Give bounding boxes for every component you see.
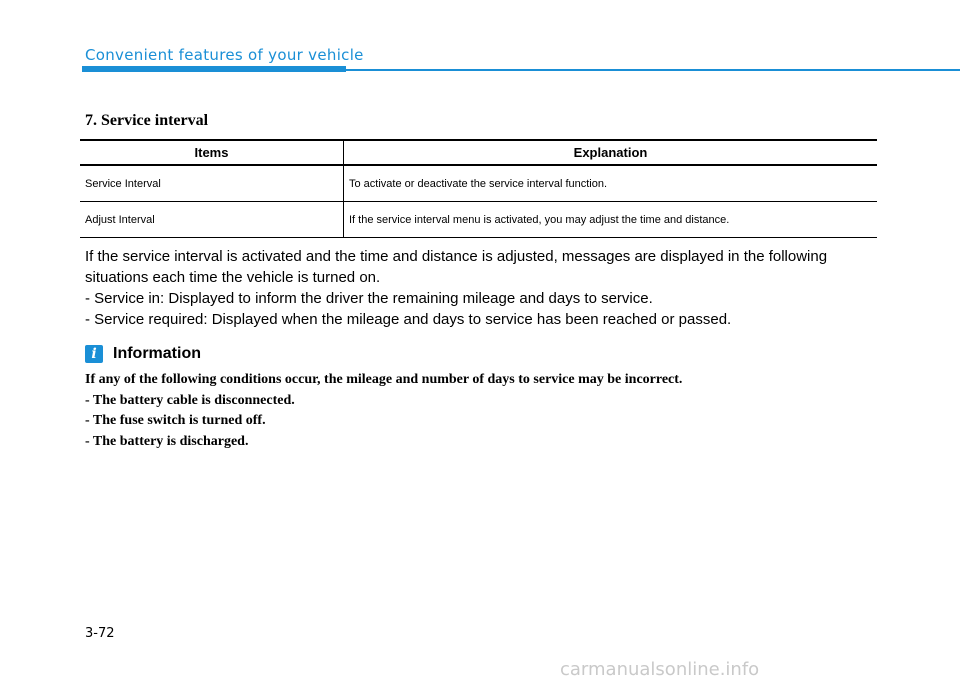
body-line: situations each time the vehicle is turned on. bbox=[85, 269, 381, 286]
watermark-text: carmanualsonline.info bbox=[560, 659, 760, 680]
settings-table bbox=[80, 139, 877, 238]
table-cell-item: Adjust Interval bbox=[80, 202, 344, 237]
page-number: 3-72 bbox=[85, 626, 115, 641]
table-row bbox=[80, 201, 877, 237]
header-accent-bar bbox=[82, 66, 346, 72]
body-line: - Service in: Displayed to inform the driver the remaining mileage and days to service. bbox=[85, 290, 653, 307]
table-cell-explanation: To activate or deactivate the service interval function. bbox=[349, 177, 608, 190]
table-cell-item: Service Interval bbox=[80, 166, 344, 201]
body-line: - Service required: Displayed when the mileage and days to service has been reached or passed. bbox=[85, 311, 732, 328]
table-header-row bbox=[80, 141, 877, 166]
header-rule bbox=[346, 69, 960, 71]
information-line: If any of the following conditions occur, the mileage and number of days to service may be incorrect. bbox=[85, 372, 683, 387]
information-line: - The fuse switch is turned off. bbox=[85, 413, 266, 428]
table-row bbox=[80, 166, 877, 201]
table-cell-explanation: If the service interval menu is activated, you may adjust the time and distance. bbox=[349, 213, 730, 226]
information-header bbox=[85, 345, 201, 363]
body-line: If the service interval is activated and the time and distance is adjusted, messages are displayed in the following bbox=[85, 248, 828, 265]
table-header-items: Items bbox=[80, 141, 344, 164]
information-body bbox=[85, 370, 885, 452]
information-line: - The battery is discharged. bbox=[85, 433, 249, 449]
section-heading: 7. Service interval bbox=[85, 112, 209, 129]
information-line: - The battery cable is disconnected. bbox=[85, 392, 295, 408]
body-paragraph bbox=[85, 246, 885, 330]
information-title: Information bbox=[113, 345, 201, 362]
info-icon: i bbox=[85, 345, 103, 363]
section-header-title: Convenient features of your vehicle bbox=[85, 46, 364, 64]
table-header-explanation: Explanation bbox=[573, 145, 648, 160]
